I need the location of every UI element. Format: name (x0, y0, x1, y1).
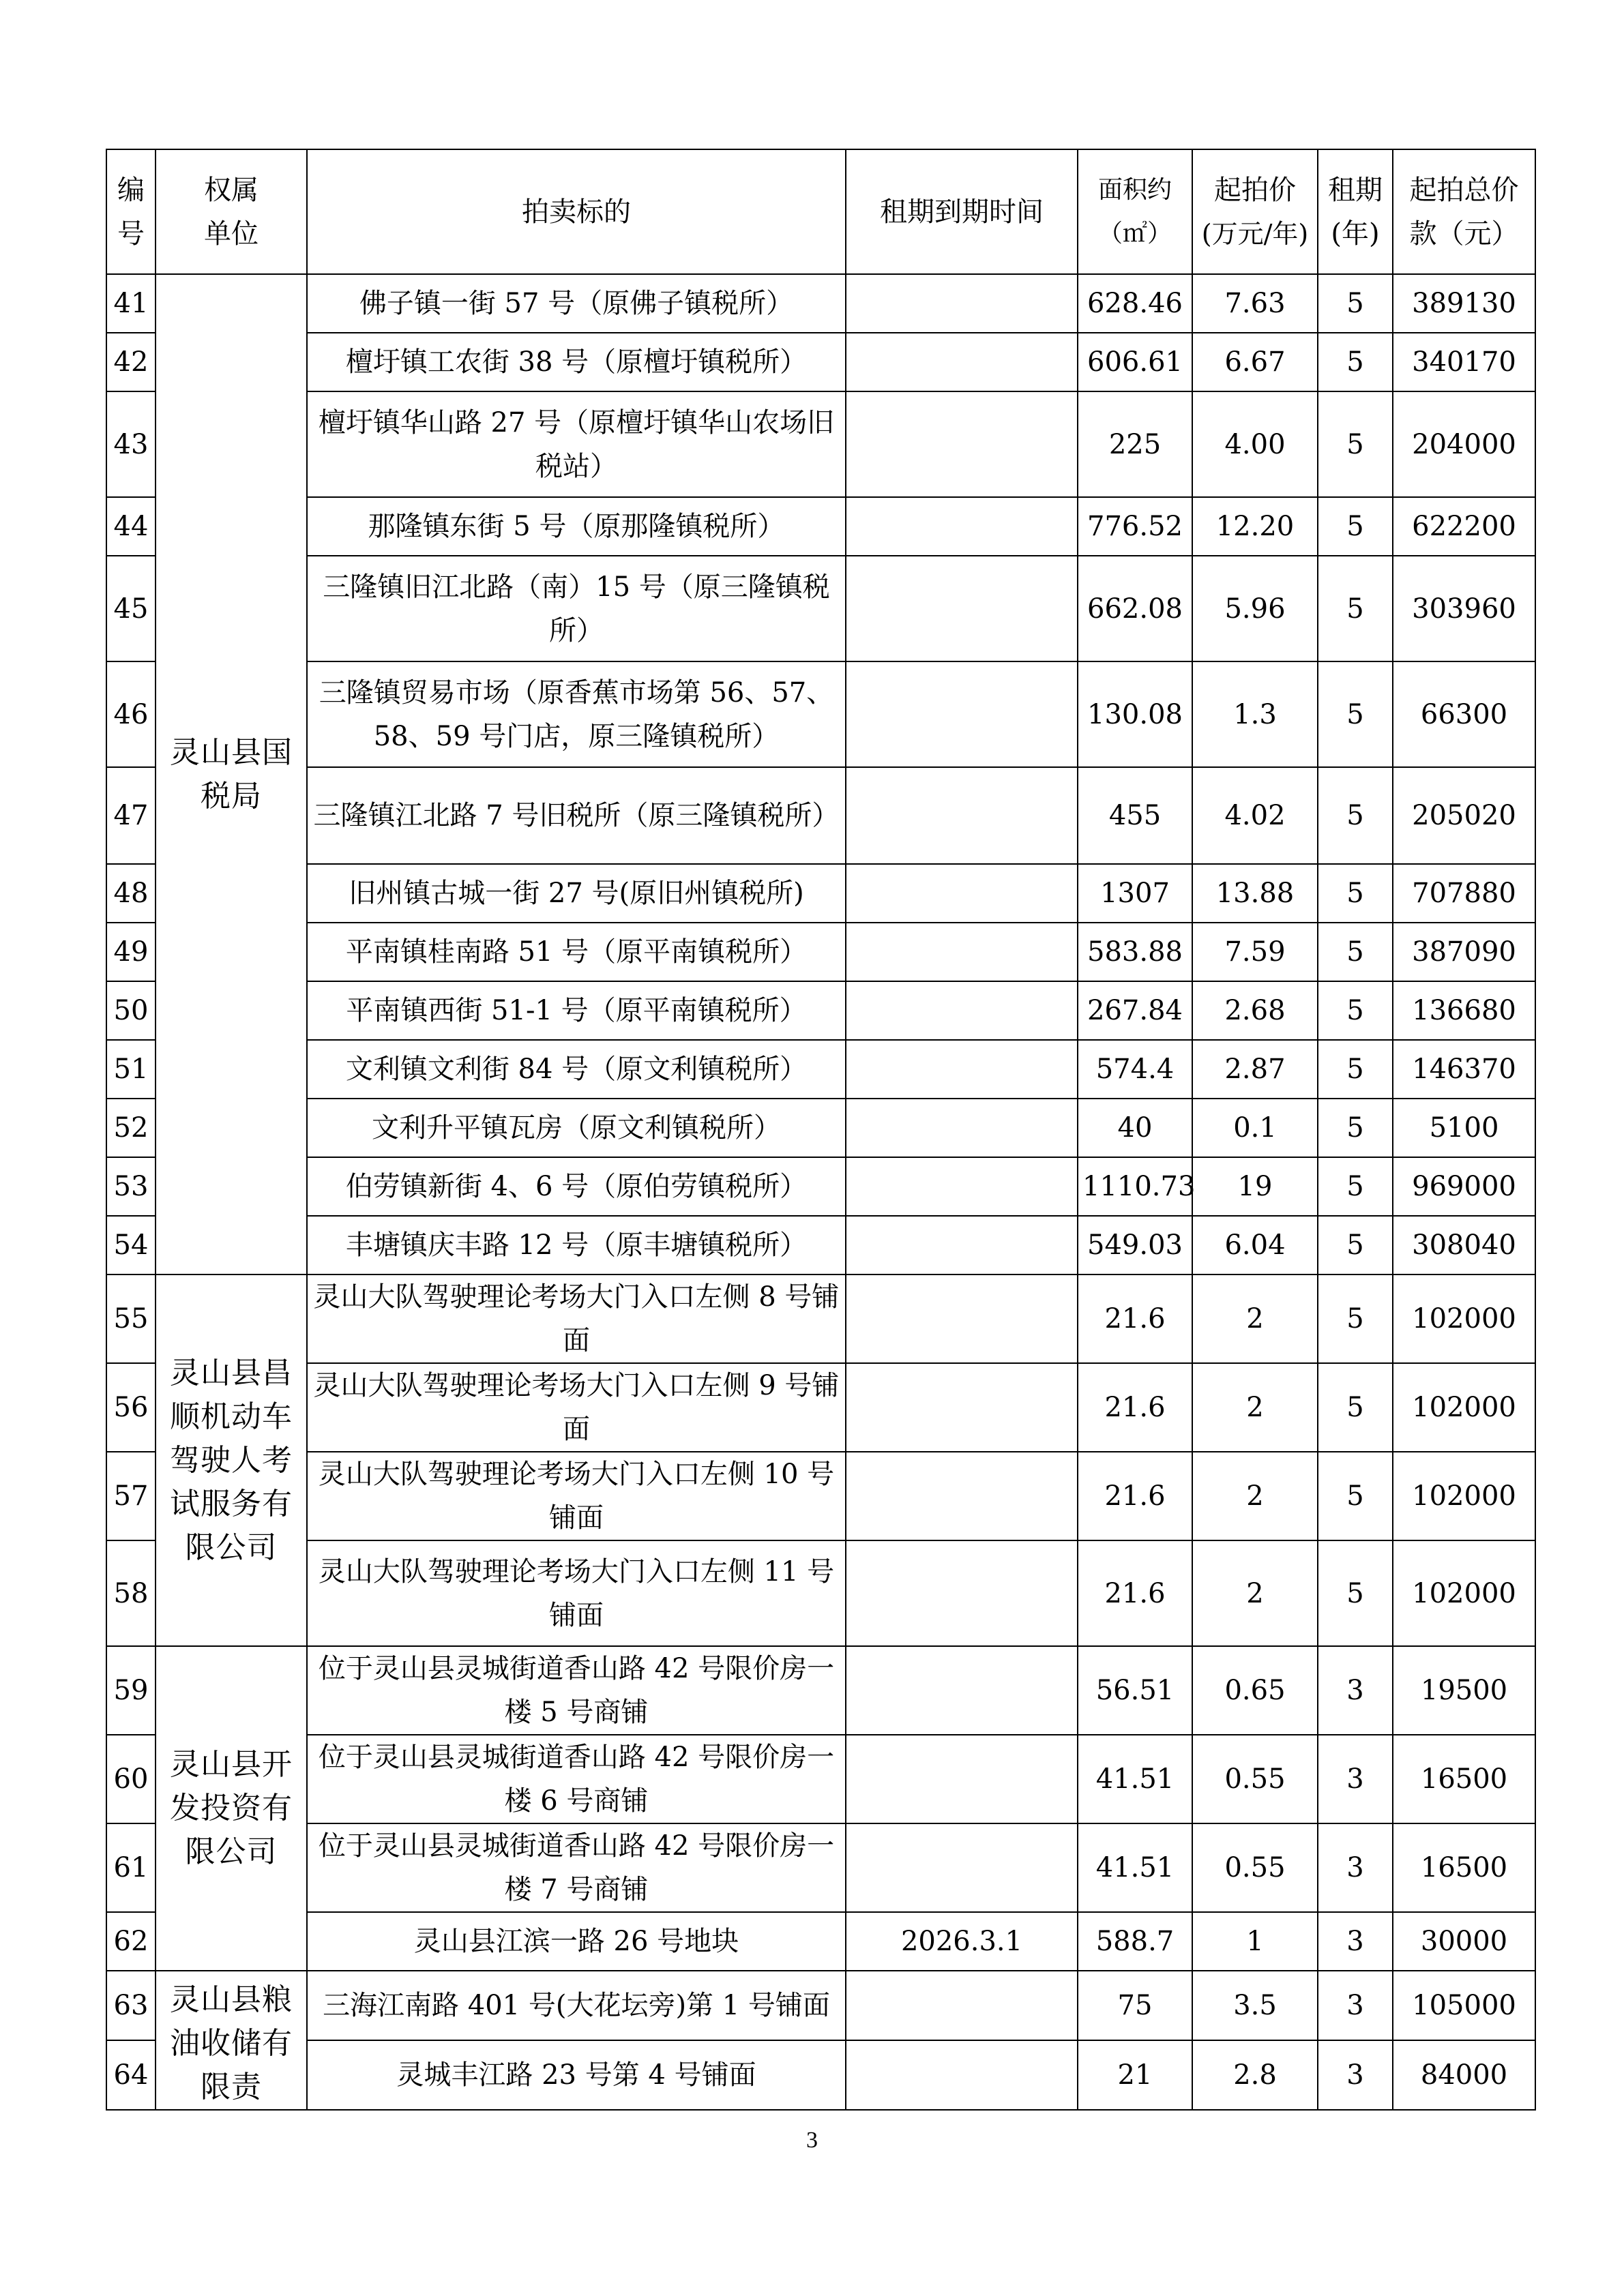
cell-no: 44 (106, 497, 156, 556)
header-total-line2: 款（元） (1409, 218, 1519, 250)
cell-expiry (846, 923, 1078, 981)
cell-expiry (846, 1971, 1078, 2040)
cell-area: 549.03 (1078, 1216, 1192, 1274)
cell-no: 51 (106, 1040, 156, 1099)
cell-expiry (846, 1363, 1078, 1452)
cell-owner: 灵山县开发投资有限公司 (156, 1646, 307, 1971)
cell-term: 5 (1318, 333, 1393, 391)
cell-term: 5 (1318, 1157, 1393, 1216)
cell-subject: 位于灵山县灵城街道香山路 42 号限价房一楼 6 号商铺 (307, 1735, 846, 1823)
cell-price: 13.88 (1192, 864, 1318, 923)
header-no-line2: 号 (117, 218, 145, 250)
cell-no: 52 (106, 1099, 156, 1157)
cell-area: 574.4 (1078, 1040, 1192, 1099)
table-row (106, 864, 1535, 923)
table-row (106, 2040, 1535, 2110)
cell-area: 41.51 (1078, 1823, 1192, 1912)
cell-owner: 灵山县昌顺机动车驾驶人考试服务有限公司 (156, 1274, 307, 1646)
table-row (106, 1216, 1535, 1274)
header-area (1078, 149, 1192, 274)
cell-area: 41.51 (1078, 1735, 1192, 1823)
header-owner-line2: 单位 (204, 218, 259, 250)
cell-subject: 檀圩镇华山路 27 号（原檀圩镇华山农场旧税站） (307, 391, 846, 497)
cell-price: 19 (1192, 1157, 1318, 1216)
cell-subject: 伯劳镇新街 4、6 号（原伯劳镇税所） (307, 1157, 846, 1216)
table-row (106, 981, 1535, 1040)
header-area-line1: 面积约 (1097, 175, 1172, 204)
cell-subject: 三海江南路 401 号(大花坛旁)第 1 号铺面 (307, 1971, 846, 2040)
cell-price: 7.59 (1192, 923, 1318, 981)
cell-expiry (846, 981, 1078, 1040)
cell-subject: 丰塘镇庆丰路 12 号（原丰塘镇税所） (307, 1216, 846, 1274)
cell-price: 2 (1192, 1452, 1318, 1540)
cell-price: 0.65 (1192, 1646, 1318, 1735)
table-row (106, 1540, 1535, 1646)
cell-area: 75 (1078, 1971, 1192, 2040)
cell-area: 267.84 (1078, 981, 1192, 1040)
cell-total: 204000 (1393, 391, 1535, 497)
cell-total: 16500 (1393, 1735, 1535, 1823)
cell-no: 46 (106, 661, 156, 767)
cell-total: 19500 (1393, 1646, 1535, 1735)
header-price-line1: 起拍价 (1214, 174, 1296, 206)
cell-subject: 灵山大队驾驶理论考场大门入口左侧 8 号铺面 (307, 1274, 846, 1363)
cell-area: 21.6 (1078, 1452, 1192, 1540)
cell-area: 21.6 (1078, 1540, 1192, 1646)
cell-no: 56 (106, 1363, 156, 1452)
cell-expiry (846, 1452, 1078, 1540)
cell-owner: 灵山县国税局 (156, 274, 307, 1274)
cell-no: 64 (106, 2040, 156, 2110)
cell-area: 21 (1078, 2040, 1192, 2110)
cell-expiry (846, 767, 1078, 864)
cell-term: 3 (1318, 1823, 1393, 1912)
table-row (106, 333, 1535, 391)
cell-price: 2.87 (1192, 1040, 1318, 1099)
cell-term: 5 (1318, 274, 1393, 333)
table-row (106, 1646, 1535, 1735)
page-number: 3 (806, 2128, 818, 2153)
cell-no: 53 (106, 1157, 156, 1216)
cell-no: 45 (106, 556, 156, 661)
cell-subject: 三隆镇旧江北路（南）15 号（原三隆镇税所） (307, 556, 846, 661)
cell-total: 308040 (1393, 1216, 1535, 1274)
cell-term: 5 (1318, 923, 1393, 981)
cell-price: 1 (1192, 1912, 1318, 1971)
table-row (106, 1274, 1535, 1363)
cell-price: 6.67 (1192, 333, 1318, 391)
cell-total: 969000 (1393, 1157, 1535, 1216)
cell-price: 7.63 (1192, 274, 1318, 333)
table-row (106, 661, 1535, 767)
cell-price: 0.55 (1192, 1735, 1318, 1823)
cell-area: 21.6 (1078, 1363, 1192, 1452)
cell-expiry (846, 1540, 1078, 1646)
cell-expiry (846, 1157, 1078, 1216)
table-row (106, 923, 1535, 981)
cell-term: 5 (1318, 1099, 1393, 1157)
cell-subject: 文利镇文利街 84 号（原文利镇税所） (307, 1040, 846, 1099)
table-row (106, 391, 1535, 497)
cell-expiry (846, 1040, 1078, 1099)
cell-no: 61 (106, 1823, 156, 1912)
cell-area: 628.46 (1078, 274, 1192, 333)
cell-term: 3 (1318, 1912, 1393, 1971)
cell-expiry (846, 661, 1078, 767)
cell-price: 5.96 (1192, 556, 1318, 661)
table-row (106, 1363, 1535, 1452)
header-expiry: 租期到期时间 (846, 149, 1078, 274)
cell-price: 4.02 (1192, 767, 1318, 864)
header-total (1393, 149, 1535, 274)
cell-subject: 灵城丰江路 23 号第 4 号铺面 (307, 2040, 846, 2110)
cell-term: 5 (1318, 391, 1393, 497)
cell-term: 3 (1318, 1735, 1393, 1823)
cell-no: 63 (106, 1971, 156, 2040)
cell-total: 102000 (1393, 1452, 1535, 1540)
cell-area: 606.61 (1078, 333, 1192, 391)
cell-no: 60 (106, 1735, 156, 1823)
cell-subject: 灵山大队驾驶理论考场大门入口左侧 9 号铺面 (307, 1363, 846, 1452)
cell-term: 5 (1318, 981, 1393, 1040)
cell-total: 84000 (1393, 2040, 1535, 2110)
cell-expiry (846, 1646, 1078, 1735)
cell-expiry: 2026.3.1 (846, 1912, 1078, 1971)
table-row (106, 497, 1535, 556)
cell-term: 5 (1318, 556, 1393, 661)
cell-term: 5 (1318, 1274, 1393, 1363)
header-no (106, 149, 156, 274)
cell-subject: 位于灵山县灵城街道香山路 42 号限价房一楼 5 号商铺 (307, 1646, 846, 1735)
header-term-line2: (年) (1331, 218, 1380, 250)
auction-table (106, 149, 1536, 2111)
cell-no: 58 (106, 1540, 156, 1646)
cell-expiry (846, 333, 1078, 391)
cell-area: 588.7 (1078, 1912, 1192, 1971)
cell-expiry (846, 2040, 1078, 2110)
cell-subject: 三隆镇江北路 7 号旧税所（原三隆镇税所） (307, 767, 846, 864)
cell-term: 5 (1318, 1452, 1393, 1540)
table-row (106, 1971, 1535, 2040)
cell-total: 16500 (1393, 1823, 1535, 1912)
cell-price: 6.04 (1192, 1216, 1318, 1274)
cell-subject: 旧州镇古城一街 27 号(原旧州镇税所) (307, 864, 846, 923)
cell-term: 5 (1318, 1363, 1393, 1452)
cell-subject: 位于灵山县灵城街道香山路 42 号限价房一楼 7 号商铺 (307, 1823, 846, 1912)
cell-total: 102000 (1393, 1540, 1535, 1646)
cell-area: 1110.73 (1078, 1157, 1192, 1216)
cell-total: 389130 (1393, 274, 1535, 333)
header-total-line1: 起拍总价 (1409, 174, 1519, 206)
cell-area: 1307 (1078, 864, 1192, 923)
cell-term: 5 (1318, 661, 1393, 767)
cell-total: 205020 (1393, 767, 1535, 864)
cell-expiry (846, 1735, 1078, 1823)
cell-no: 62 (106, 1912, 156, 1971)
cell-area: 130.08 (1078, 661, 1192, 767)
cell-expiry (846, 1099, 1078, 1157)
cell-subject: 那隆镇东街 5 号（原那隆镇税所） (307, 497, 846, 556)
cell-total: 66300 (1393, 661, 1535, 767)
cell-total: 622200 (1393, 497, 1535, 556)
table-row (106, 767, 1535, 864)
cell-price: 2 (1192, 1540, 1318, 1646)
cell-no: 49 (106, 923, 156, 981)
cell-owner: 灵山县粮油收储有限责 (156, 1971, 307, 2110)
cell-total: 146370 (1393, 1040, 1535, 1099)
cell-no: 48 (106, 864, 156, 923)
cell-subject: 佛子镇一街 57 号（原佛子镇税所） (307, 274, 846, 333)
cell-area: 56.51 (1078, 1646, 1192, 1735)
cell-expiry (846, 274, 1078, 333)
table-row (106, 274, 1535, 333)
cell-total: 102000 (1393, 1363, 1535, 1452)
cell-subject: 檀圩镇工农街 38 号（原檀圩镇税所） (307, 333, 846, 391)
header-area-line2: （㎡） (1097, 219, 1172, 248)
cell-subject: 灵山县江滨一路 26 号地块 (307, 1912, 846, 1971)
cell-price: 1.3 (1192, 661, 1318, 767)
cell-total: 30000 (1393, 1912, 1535, 1971)
cell-expiry (846, 497, 1078, 556)
cell-area: 776.52 (1078, 497, 1192, 556)
cell-subject: 平南镇西街 51-1 号（原平南镇税所） (307, 981, 846, 1040)
table-row (106, 1157, 1535, 1216)
table-row (106, 1099, 1535, 1157)
cell-area: 662.08 (1078, 556, 1192, 661)
header-price (1192, 149, 1318, 274)
cell-term: 5 (1318, 497, 1393, 556)
cell-price: 12.20 (1192, 497, 1318, 556)
table-row (106, 1452, 1535, 1540)
cell-price: 3.5 (1192, 1971, 1318, 2040)
cell-term: 5 (1318, 767, 1393, 864)
cell-total: 387090 (1393, 923, 1535, 981)
cell-subject: 文利升平镇瓦房（原文利镇税所） (307, 1099, 846, 1157)
cell-subject: 平南镇桂南路 51 号（原平南镇税所） (307, 923, 846, 981)
cell-subject: 灵山大队驾驶理论考场大门入口左侧 10 号铺面 (307, 1452, 846, 1540)
table-row (106, 1823, 1535, 1912)
cell-term: 3 (1318, 1971, 1393, 2040)
header-owner (156, 149, 307, 274)
cell-total: 5100 (1393, 1099, 1535, 1157)
header-row (106, 149, 1535, 274)
cell-price: 2.8 (1192, 2040, 1318, 2110)
cell-expiry (846, 1274, 1078, 1363)
cell-no: 43 (106, 391, 156, 497)
cell-area: 455 (1078, 767, 1192, 864)
cell-no: 41 (106, 274, 156, 333)
cell-price: 2.68 (1192, 981, 1318, 1040)
cell-expiry (846, 1823, 1078, 1912)
table-row (106, 1040, 1535, 1099)
table-body (106, 149, 1535, 2110)
cell-total: 340170 (1393, 333, 1535, 391)
header-no-line1: 编 (117, 174, 145, 206)
cell-term: 5 (1318, 1216, 1393, 1274)
cell-no: 57 (106, 1452, 156, 1540)
cell-price: 0.55 (1192, 1823, 1318, 1912)
table-row (106, 1912, 1535, 1971)
header-price-line2: (万元/年) (1201, 218, 1309, 249)
cell-area: 21.6 (1078, 1274, 1192, 1363)
table-row (106, 1735, 1535, 1823)
cell-term: 5 (1318, 864, 1393, 923)
cell-expiry (846, 1216, 1078, 1274)
cell-total: 136680 (1393, 981, 1535, 1040)
cell-price: 4.00 (1192, 391, 1318, 497)
cell-area: 40 (1078, 1099, 1192, 1157)
table-row (106, 556, 1535, 661)
cell-term: 3 (1318, 2040, 1393, 2110)
cell-expiry (846, 556, 1078, 661)
cell-total: 303960 (1393, 556, 1535, 661)
cell-no: 50 (106, 981, 156, 1040)
cell-no: 47 (106, 767, 156, 864)
cell-no: 59 (106, 1646, 156, 1735)
cell-no: 42 (106, 333, 156, 391)
cell-term: 5 (1318, 1540, 1393, 1646)
cell-area: 583.88 (1078, 923, 1192, 981)
cell-price: 2 (1192, 1363, 1318, 1452)
cell-total: 105000 (1393, 1971, 1535, 2040)
cell-price: 2 (1192, 1274, 1318, 1363)
header-subject: 拍卖标的 (307, 149, 846, 274)
cell-subject: 灵山大队驾驶理论考场大门入口左侧 11 号铺面 (307, 1540, 846, 1646)
header-term-line1: 租期 (1328, 174, 1383, 206)
header-owner-line1: 权属 (204, 174, 259, 206)
cell-subject: 三隆镇贸易市场（原香蕉市场第 56、57、58、59 号门店，原三隆镇税所） (307, 661, 846, 767)
cell-total: 707880 (1393, 864, 1535, 923)
cell-term: 5 (1318, 1040, 1393, 1099)
cell-term: 3 (1318, 1646, 1393, 1735)
cell-price: 0.1 (1192, 1099, 1318, 1157)
cell-no: 55 (106, 1274, 156, 1363)
header-term (1318, 149, 1393, 274)
cell-no: 54 (106, 1216, 156, 1274)
cell-area: 225 (1078, 391, 1192, 497)
cell-total: 102000 (1393, 1274, 1535, 1363)
cell-expiry (846, 864, 1078, 923)
cell-expiry (846, 391, 1078, 497)
